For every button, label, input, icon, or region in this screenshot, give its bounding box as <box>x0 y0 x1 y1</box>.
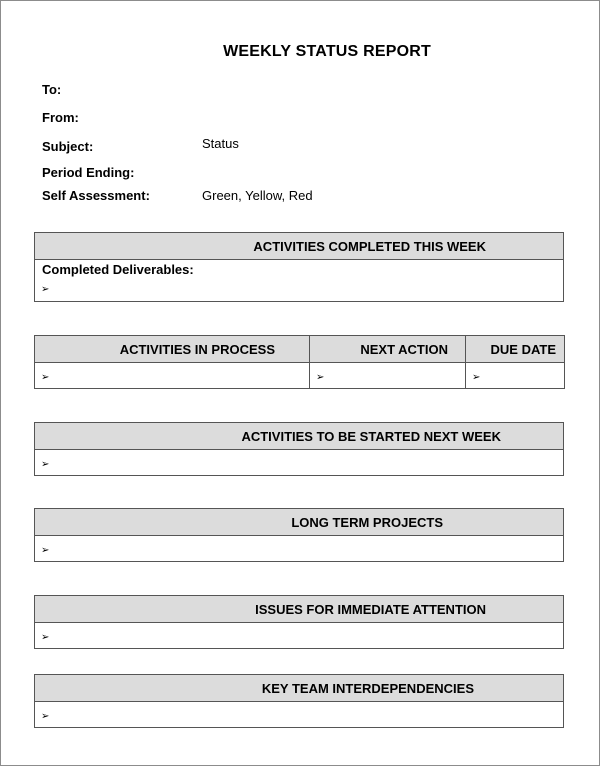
bullet-arrow-icon: ➢ <box>41 632 50 643</box>
to-label: To: <box>42 82 62 97</box>
period-ending-label: Period Ending: <box>42 165 135 180</box>
in-process-section <box>34 335 565 389</box>
bullet-arrow-icon: ➢ <box>41 711 50 722</box>
self-assessment-label: Self Assessment: <box>42 188 150 203</box>
from-label: From: <box>42 110 79 125</box>
next-week-heading: ACTIVITIES TO BE STARTED NEXT WEEK <box>35 423 564 450</box>
completed-section <box>34 232 564 302</box>
next-week-section <box>34 422 564 476</box>
issues-body[interactable] <box>35 623 564 649</box>
issues-heading: ISSUES FOR IMMEDIATE ATTENTION <box>35 596 564 623</box>
report-title: WEEKLY STATUS REPORT <box>223 43 431 60</box>
next-week-body[interactable] <box>35 450 564 476</box>
in-process-cell[interactable] <box>35 363 310 389</box>
dependencies-body[interactable] <box>35 702 564 728</box>
long-term-section <box>34 508 564 562</box>
due-date-heading: DUE DATE <box>466 336 565 363</box>
due-date-cell[interactable] <box>466 363 565 389</box>
dependencies-section <box>34 674 564 728</box>
bullet-arrow-icon: ➢ <box>41 284 50 295</box>
completed-heading: ACTIVITIES COMPLETED THIS WEEK <box>35 233 564 260</box>
self-assessment-value: Green, Yellow, Red <box>202 188 313 203</box>
completed-deliverables-label: Completed Deliverables: <box>42 262 194 277</box>
completed-body[interactable] <box>35 260 564 302</box>
bullet-arrow-icon: ➢ <box>41 545 50 556</box>
bullet-arrow-icon: ➢ <box>472 372 481 383</box>
bullet-arrow-icon: ➢ <box>316 372 325 383</box>
next-action-heading: NEXT ACTION <box>310 336 466 363</box>
bullet-arrow-icon: ➢ <box>41 459 50 470</box>
subject-label: Subject: <box>42 139 94 154</box>
long-term-body[interactable] <box>35 536 564 562</box>
issues-section <box>34 595 564 649</box>
subject-value: Status <box>202 136 239 151</box>
in-process-heading: ACTIVITIES IN PROCESS <box>35 336 310 363</box>
next-action-cell[interactable] <box>310 363 466 389</box>
dependencies-heading: KEY TEAM INTERDEPENDENCIES <box>35 675 564 702</box>
bullet-arrow-icon: ➢ <box>41 372 50 383</box>
long-term-heading: LONG TERM PROJECTS <box>35 509 564 536</box>
